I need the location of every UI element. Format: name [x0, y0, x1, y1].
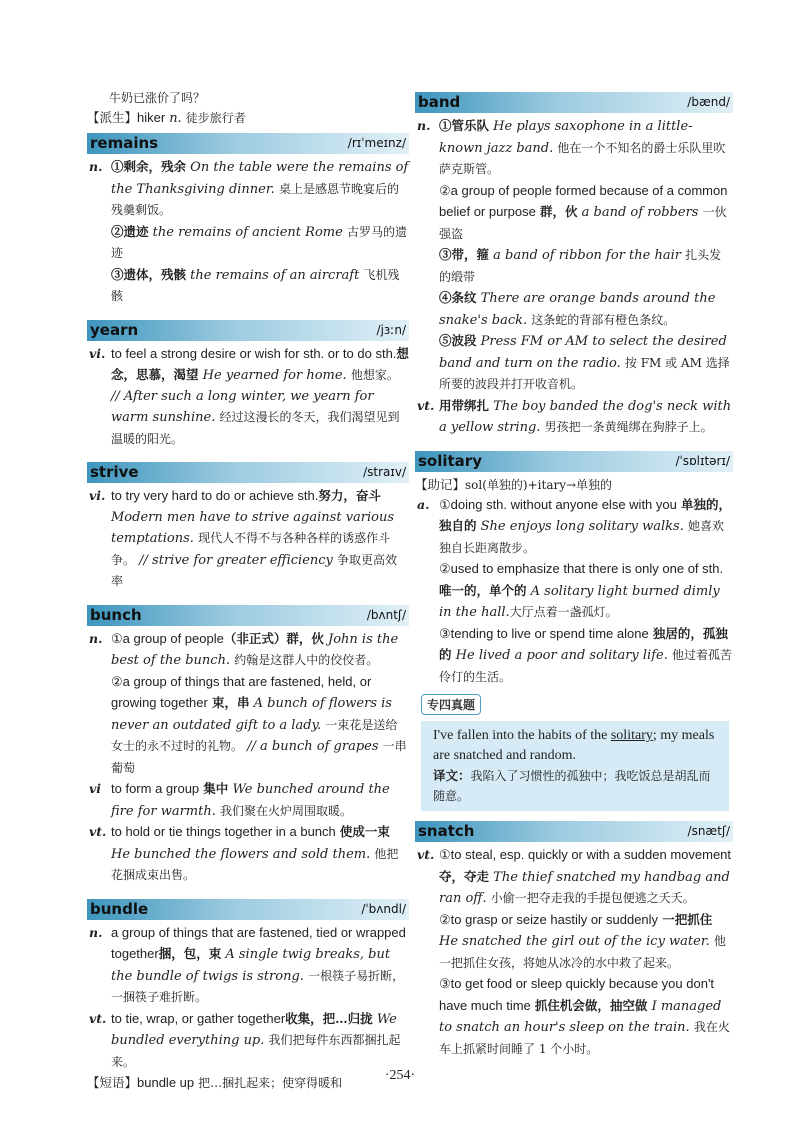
sense: n. ①剩余，残余 On the table were the remains of the Thanksgiving dinner. 桌上是感恩节晚宴后的残羹剩饭。	[89, 159, 409, 217]
derivative-line: 【派生】hiker n. 徒步旅行者	[87, 110, 246, 126]
pronunciation: /jɜːn/	[376, 322, 406, 337]
sense: ②a group of people formed because of a common belief or purpose 群，伙 a band of robbers 一伙强盗	[439, 182, 728, 241]
sense: vi. to try very hard to do or achieve sth.努力，奋斗 Modern men have to strive against various temptations. 现代人不得不与各种各样的诱惑作斗争。 // strive for greater efficiency 争取更高效率	[89, 488, 398, 588]
entry-bunch	[87, 605, 409, 887]
sense: ②遗迹 the remains of ancient Rome 古罗马的遗迹	[111, 223, 407, 260]
headword: snatch	[418, 822, 475, 840]
pronunciation: /bænd/	[687, 95, 730, 109]
right-column	[415, 88, 733, 1072]
headword: solitary	[418, 451, 482, 470]
headword-bar	[87, 462, 409, 483]
pronunciation: /bʌntʃ/	[366, 607, 406, 622]
sense: n. ①a group of people（非正式）群，伙 John is the best of the bunch. 约翰是这群人中的佼佼者。	[89, 630, 399, 668]
sense: ④条纹 There are orange bands around the snake's back. 这条蛇的背部有橙色条纹。	[439, 290, 716, 328]
pronunciation: /straɪv/	[363, 465, 406, 479]
entry-band	[415, 92, 733, 439]
entry-snatch	[415, 821, 733, 1060]
mnemonic-line: 【助记】sol(单独的)+itary→单独的	[415, 476, 613, 492]
headword-bar	[87, 320, 409, 341]
sense: n. ①管乐队 He plays saxophone in a little-known jazz band. 他在一个不知名的爵士乐队里吹萨克斯管。	[417, 118, 726, 176]
headword-bar	[415, 821, 733, 842]
entry-remains	[87, 133, 409, 308]
sense: ②to grasp or seize hastily or suddenly 一把抓住 He snatched the girl out of the icy water. 他一把抓住女孩，将她从冰冷的水中救了起来。	[439, 911, 726, 970]
sense: ⑤波段 Press FM or AM to select the desired band and turn on the radio. 按 FM 或 AM 选择所要的波段并打开收音机。	[439, 333, 730, 391]
exam-sentence: I've fallen into the habits of the solitary; my meals are snatched and random.	[433, 728, 715, 763]
sense: ②a group of things that are fastened, held, or growing together 束，串 A bunch of flowers is never an outdated gift to a lady. 一束花是送给女士的永不过时的礼物。 // a bunch of grapes 一串葡萄	[111, 673, 407, 775]
page-number: ·254·	[384, 1068, 416, 1083]
continued-text: 牛奶已涨价了吗？	[109, 91, 206, 105]
headword: strive	[90, 463, 139, 481]
headword: bundle	[90, 899, 149, 918]
exam-section	[415, 692, 733, 811]
sense: ③to get food or sleep quickly because you don't have much time 抓住机会做，抽空做 I managed to snatch an hour's sleep on the train. 我在火车上抓紧时间睡了 1 个小时。	[439, 976, 730, 1056]
pronunciation: /snætʃ/	[687, 824, 730, 838]
headword-bar	[415, 451, 733, 472]
sense: a. ①doing sth. without anyone else with you 单独的，独自的 She enjoys long solitary walks. 她喜欢独自长距离散步。	[417, 496, 732, 555]
headword: band	[418, 93, 461, 111]
headword-bar	[87, 899, 409, 920]
entry-strive	[87, 462, 409, 593]
pronunciation: /ˈbʌndl/	[361, 901, 406, 916]
pronunciation: /ˈsɒlɪtərɪ/	[675, 453, 730, 468]
pronunciation: /rɪˈmeɪnz/	[347, 136, 406, 150]
left-column	[87, 88, 409, 1105]
sense: ②used to emphasize that there is only one of sth. 唯一的，单个的 A solitary light burned dimly in the hall.大厅点着一盏孤灯。	[439, 561, 724, 620]
sense: vt. to hold or tie things together in a bunch 使成一束 He bunched the flowers and sold them. 他把花捆成束出售。	[89, 824, 399, 882]
sense: vt. to tie, wrap, or gather together收集，把…归拢 We bundled everything up. 我们把每件东西都捆扎起来。	[89, 1010, 401, 1069]
sense: ③tending to live or spend time alone 独居的，孤独的 He lived a poor and solitary life. 他过着孤苦伶仃的生活。	[439, 625, 732, 684]
exam-box	[421, 721, 729, 811]
sense: n. a group of things that are fastened, tied or wrapped together捆，包，束 A single twig breaks, but the bundle of twigs is strong. 一根筷子易折断，一捆筷子难折断。	[89, 924, 406, 1004]
headword-bar	[87, 133, 409, 154]
headword: bunch	[90, 605, 142, 624]
headword: yearn	[90, 320, 139, 339]
sense: ③带，箍 a band of ribbon for the hair 扎头发的缎带	[439, 247, 722, 284]
entry-solitary	[415, 451, 733, 689]
phrase-line: 【短语】bundle up 把…捆扎起来；使穿得暖和	[87, 1075, 343, 1090]
sense: ③遗体，残骸 the remains of an aircraft 飞机残骸	[111, 266, 400, 303]
sense: vt. 用带绑扎 The boy banded the dog's neck with a yellow string. 男孩把一条黄绳绑在狗脖子上。	[417, 397, 732, 435]
headword-bar	[415, 92, 733, 113]
headword-bar	[87, 605, 409, 626]
headword: remains	[90, 134, 159, 152]
exam-label: 专四真题	[421, 694, 481, 715]
sense: vi to form a group 集中 We bunched around the fire for warmth. 我们聚在火炉周围取暖。	[89, 781, 390, 819]
exam-translation: 译文：我陷入了习惯性的孤独中；我吃饭总是胡乱而随意。	[433, 768, 711, 803]
sense: vi. to feel a strong desire or wish for sth. or to do sth.想念，思慕，渴望 He yearned for home. 他想家。 // After such a long winter, we yearn for warm sunshine. 经过这漫长的冬天，我们渴望见到温暖的阳光。	[89, 345, 409, 446]
entry-yearn	[87, 320, 409, 451]
entry-bundle	[87, 899, 409, 1094]
sense: vt. ①to steal, esp. quickly or with a sudden movement夺，夺走 The thief snatched my handbag and ran off. 小偷一把夺走我的手提包便逃之夭夭。	[417, 847, 732, 906]
